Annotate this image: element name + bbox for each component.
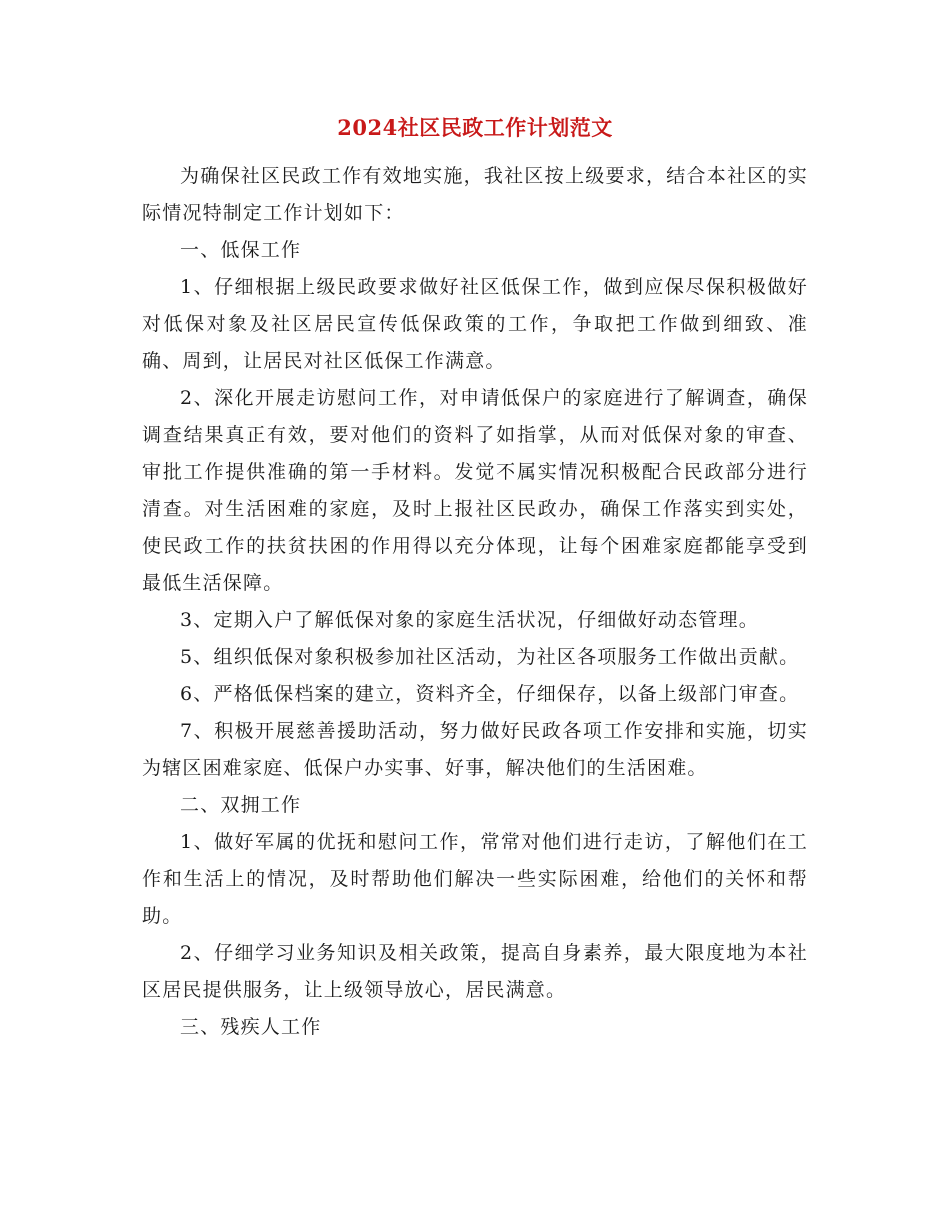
section-heading-disability: 三、残疾人工作 xyxy=(180,1016,322,1038)
paragraph: 1、仔细根据上级民政要求做好社区低保工作，做到应保尽保积极做好对低保对象及社区居民宣传低保政策的工作，争取把工作做到细致、准确、周到，让居民对社区低保工作满意。 xyxy=(142,276,808,372)
intro-paragraph: 为确保社区民政工作有效地实施，我社区按上级要求，结合本社区的实际情况特制定工作计划如下： xyxy=(142,165,808,224)
paragraph: 5、组织低保对象积极参加社区活动，为社区各项服务工作做出贡献。 xyxy=(180,646,800,668)
paragraph: 7、积极开展慈善援助活动，努力做好民政各项工作安排和实施，切实为辖区困难家庭、低保户办实事、好事，解决他们的生活困难。 xyxy=(142,720,808,779)
document-body xyxy=(142,158,808,1046)
paragraph: 2、深化开展走访慰问工作，对申请低保户的家庭进行了解调查，确保调查结果真正有效，要对他们的资料了如指掌，从而对低保对象的审查、审批工作提供准确的第一手材料。发觉不属实情况积极配合民政部分进行清查。对生活困难的家庭，及时上报社区民政办，确保工作落实到实处，使民政工作的扶贫扶困的作用得以充分体现，让每个困难家庭都能享受到最低生活保障。 xyxy=(142,387,808,594)
section-heading-low-income: 一、低保工作 xyxy=(180,239,302,261)
document-title: 2024社区民政工作计划范文 xyxy=(337,115,613,140)
paragraph: 1、做好军属的优抚和慰问工作，常常对他们进行走访，了解他们在工作和生活上的情况，及时帮助他们解决一些实际困难，给他们的关怀和帮助。 xyxy=(142,831,808,927)
paragraph: 3、定期入户了解低保对象的家庭生活状况，仔细做好动态管理。 xyxy=(180,609,759,631)
paragraph: 2、仔细学习业务知识及相关政策，提高自身素养，最大限度地为本社区居民提供服务，让上级领导放心，居民满意。 xyxy=(142,942,808,1001)
paragraph: 6、严格低保档案的建立，资料齐全，仔细保存，以备上级部门审查。 xyxy=(180,683,800,705)
section-heading-military-support: 二、双拥工作 xyxy=(180,794,302,816)
